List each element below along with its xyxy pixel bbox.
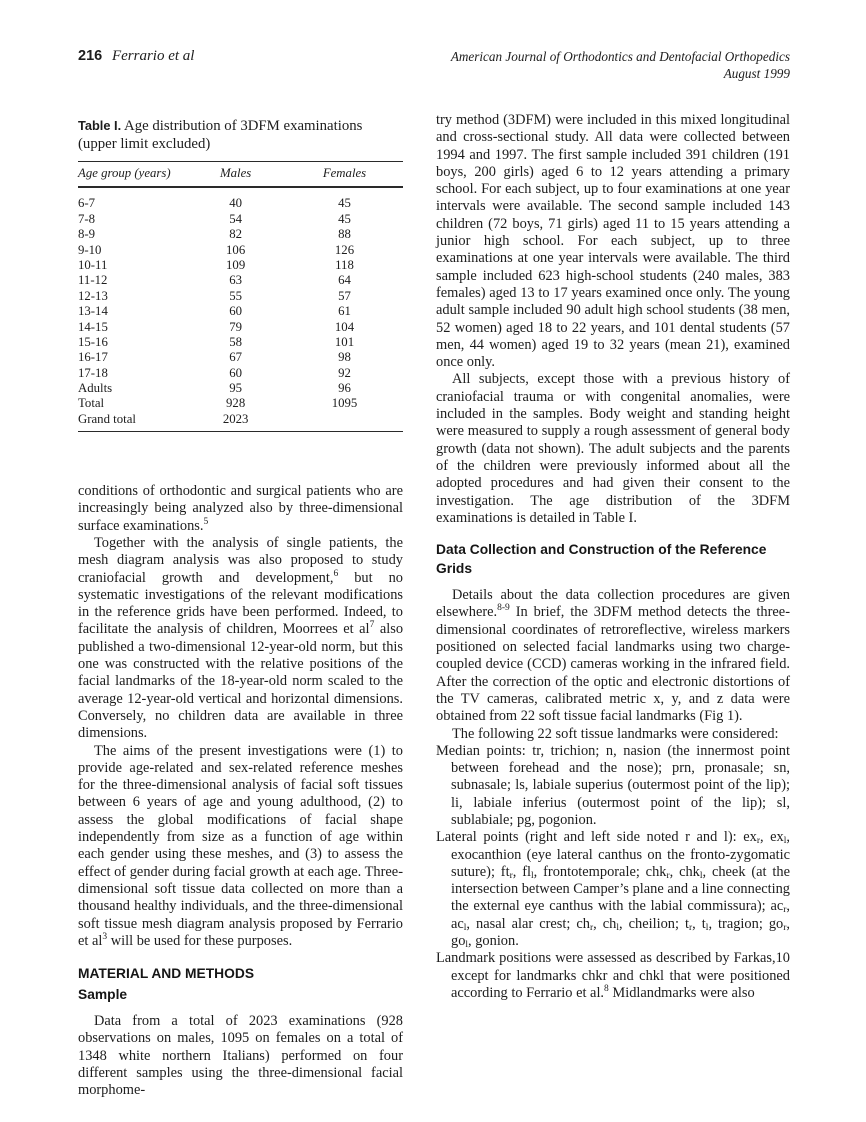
table-row bbox=[78, 365, 403, 380]
running-header-left bbox=[78, 48, 194, 65]
table-row bbox=[78, 304, 403, 319]
table-cell: 63 bbox=[229, 273, 243, 288]
paragraph: Details about the data collection procedures are given elsewhere.$^{8-9}$ In brief, the 3DFM method detects the three-dimensional coordinates of retroreflective, wireless markers positioned on selected facial landmarks using two charge-coupled device (CCD) cameras working in the infrared field. After the correction of the optic and electronic distortions of the TV cameras, calibrated metric x, y, and z data were obtained from 22 soft tissue facial landmarks (Fig 1). bbox=[436, 587, 790, 725]
table-cell: 6-7 bbox=[78, 196, 96, 211]
table-cell: Total bbox=[78, 396, 105, 411]
table-cell: 55 bbox=[229, 288, 243, 303]
table-row bbox=[78, 288, 403, 303]
table-bottom-rule bbox=[78, 431, 403, 432]
table-cell: 14-15 bbox=[78, 319, 108, 334]
table-caption-text: Age distribution of 3DFM examinations (upper limit excluded) bbox=[78, 118, 363, 153]
table-cell: 95 bbox=[229, 381, 243, 396]
table-cell bbox=[286, 411, 403, 431]
running-author: Ferrario et al bbox=[111, 48, 195, 64]
table-cell: 106 bbox=[226, 242, 246, 257]
table-cell: 64 bbox=[338, 273, 351, 288]
section-heading-material-and-methods: MATERIAL AND METHODS bbox=[78, 966, 255, 982]
col-header-age-group: Age group (years) bbox=[78, 162, 185, 188]
table-cell: 82 bbox=[229, 227, 243, 242]
landmark-list-item: Lateral points (right and left side noted r and l): $ex_r$, $ex_l$, exocanthion (eye lateral canthus on the fronto-zygomatic suture); $ft_r$, $fl_l$, frontotemporale; chk$_r$, chk$_l$, cheek (at the intersection between Camper’s plane and a line connecting the external eye canthus with the labial commissura); $ac_r$, $ac_l$, nasal alar crest; $ch_r$, $ch_l$, cheilion; $t_r$, $t_l$, tragion; $go_r$, $go_l$, gonion. bbox=[436, 829, 791, 951]
running-header-right bbox=[451, 48, 790, 82]
table-cell: 10-11 bbox=[78, 257, 108, 272]
table-row bbox=[78, 273, 403, 288]
table-cell: 45 bbox=[338, 196, 351, 211]
table-cell: 60 bbox=[229, 304, 243, 319]
column-left bbox=[78, 112, 403, 1100]
table-cell: 15-16 bbox=[78, 334, 108, 349]
table-caption bbox=[78, 117, 403, 153]
table-row bbox=[78, 211, 403, 226]
table-cell: 96 bbox=[338, 381, 351, 396]
paragraph: conditions of orthodontic and surgical patients who are increasingly being analyzed also by three-dimensional surface examinations.$^5$ bbox=[78, 483, 403, 534]
landmark-list-item: Landmark positions were assessed as described by Farkas,10 except for landmarks chkr and chkl that were positioned according to Ferrario et al.$^8$ Midlandmarks were also bbox=[436, 950, 790, 1001]
paragraph: Data from a total of 2023 examinations (928 observations on males, 1095 on females on a total of 1348 white northern Italians) performed on four different samples using the three-dimensional facial morphome- bbox=[78, 1013, 403, 1099]
table-cell: 126 bbox=[334, 242, 355, 257]
paragraph: The following 22 soft tissue landmarks were considered: bbox=[452, 725, 779, 742]
table-cell: 57 bbox=[338, 288, 351, 303]
table-row bbox=[78, 242, 403, 257]
table-cell: 1095 bbox=[331, 396, 358, 411]
col-header-males: Males bbox=[185, 162, 286, 188]
table-row bbox=[78, 396, 403, 411]
table-row bbox=[78, 381, 403, 396]
table-row bbox=[78, 350, 403, 365]
issue-date: August 1999 bbox=[723, 66, 790, 81]
table-cell: 2023 bbox=[222, 411, 249, 426]
table-cell: 118 bbox=[335, 257, 354, 272]
running-header bbox=[78, 48, 790, 82]
table-cell: 104 bbox=[334, 319, 355, 334]
paragraph: Together with the analysis of single patients, the mesh diagram analysis was also proposed to study craniofacial growth and development,$^6$ but no systematic investigations of the relevant modifications in the reference grids have been performed. Indeed, to facilitate the analysis of children, Moorrees et $al^7$ also published a two-dimensional 12-year-old norm, but this one was constructed with the relative positions of the facial landmarks of the 18-year-old norm scaled to the average 12-year-old vertical and horizontal dimensions. Conversely, no children data are available in three dimensions. bbox=[78, 534, 404, 742]
table-row bbox=[78, 319, 403, 334]
table-cell: 9-10 bbox=[78, 242, 102, 257]
paragraph: try method (3DFM) were included in this mixed longitudinal and cross-sectional study. All data were collected between 1994 and 1997. The first sample included 391 children (191 boys, 200 girls) aged 6 to 12 years attending a primary school. For each subject, up to four examinations at one year intervals were available. The second sample included 143 children (72 boys, 71 girls) aged 11 to 15 years attending a junior high school. For each subject, up to three examinations at one year intervals were available. The third sample included 623 high-school students (240 males, 383 females) aged 13 to 17 years examined once only. The young adult sample included 90 adult high school students (38 men, 52 women) aged 18 to 22 years, and 101 dental students (57 men, 44 women) aged 19 to 32 years (mean 21), examined once only. bbox=[436, 112, 790, 371]
journal-title: American Journal of Orthodontics and Dentofacial Orthopedics bbox=[450, 49, 790, 64]
table-cell: 13-14 bbox=[78, 304, 108, 319]
table-cell: 17-18 bbox=[78, 365, 108, 380]
table-body bbox=[78, 187, 403, 431]
paragraph: The aims of the present investigations were (1) to provide age-related and sex-related reference meshes for the three-dimensional analysis of facial soft tissues between 6 years of age and young adulthood, (2) to assess the global modifications of facial shape independently from size as a function of age within each gender using these meshes, and (3) to assess the effect of gender during facial growth at each age. Three-dimensional soft tissue data collected on more than a thousand healthy individuals, and the three-dimensional soft tissue mesh diagram analysis proposed by Ferrario et $al^3$ will be used for these purposes. bbox=[78, 742, 403, 949]
table-row bbox=[78, 187, 403, 211]
table-cell: 109 bbox=[226, 257, 246, 272]
table-cell: 928 bbox=[226, 396, 246, 411]
left-column-body bbox=[78, 483, 403, 1100]
table-cell: 101 bbox=[334, 334, 355, 349]
table-cell: Grand total bbox=[78, 411, 136, 426]
table-cell: 45 bbox=[338, 211, 351, 226]
table-cell: 11-12 bbox=[78, 273, 108, 288]
subsection-heading-data-collection: Data Collection and Construction of the Reference Grids bbox=[436, 542, 767, 576]
table-cell: 7-8 bbox=[78, 211, 96, 226]
table-cell: 12-13 bbox=[78, 288, 108, 303]
table-cell: 58 bbox=[229, 334, 243, 349]
table-cell: 61 bbox=[338, 304, 351, 319]
table-row bbox=[78, 227, 403, 242]
page-number: 216 bbox=[78, 48, 103, 64]
table-cell: 98 bbox=[338, 350, 351, 365]
table-row bbox=[78, 411, 403, 431]
table-cell: 88 bbox=[338, 227, 351, 242]
table-cell: 92 bbox=[338, 365, 351, 380]
table-cell: 54 bbox=[229, 211, 243, 226]
column-right bbox=[436, 112, 790, 1002]
subsection-heading-sample: Sample bbox=[78, 987, 128, 1003]
table-caption-label: Table I. bbox=[78, 118, 122, 133]
landmark-list-item: Median points: tr, trichion; n, nasion (the innermost point between forehead and the nose); prn, pronasale; sn, subnasale; ls, labiale superius (outermost point of the lip); li, labiale inferius (outermost point of the lip); sl, sublabiale; pg, pogonion. bbox=[436, 742, 790, 828]
table-row bbox=[78, 334, 403, 349]
table-cell: 16-17 bbox=[78, 350, 108, 365]
table-cell: 60 bbox=[229, 365, 243, 380]
table-header-row bbox=[78, 162, 403, 188]
table-cell: 40 bbox=[229, 196, 243, 211]
paragraph: All subjects, except those with a previous history of craniofacial trauma or with congenital anomalies, were included in the samples. Body weight and standing height were measured to supply a rough assessment of general body growth (data not shown). The adult subjects and the parents of the children were previously informed about all the adopted procedures and had given their consent to the investigation. The age distribution of the 3DFM examinations is detailed in Table I. bbox=[436, 371, 790, 526]
age-distribution-table bbox=[78, 161, 403, 431]
table-cell: 79 bbox=[229, 319, 243, 334]
table-cell: Adults bbox=[78, 381, 113, 396]
col-header-females: Females bbox=[286, 162, 403, 188]
table-row bbox=[78, 257, 403, 272]
table-cell: 67 bbox=[229, 350, 243, 365]
table-cell: 8-9 bbox=[78, 227, 96, 242]
